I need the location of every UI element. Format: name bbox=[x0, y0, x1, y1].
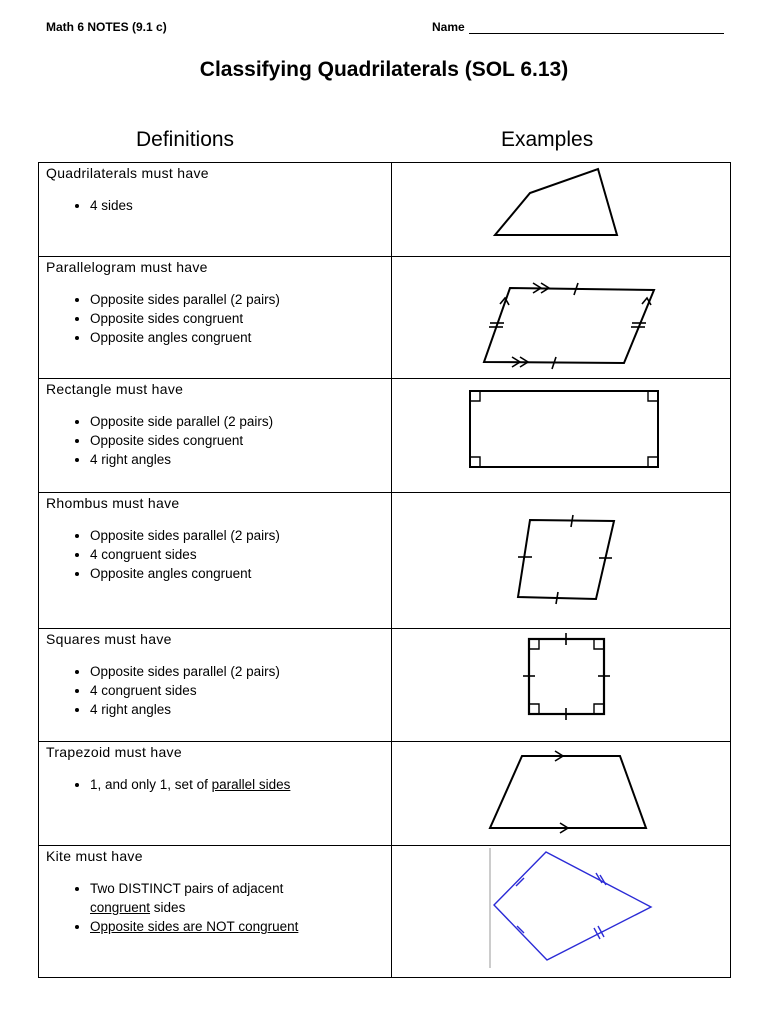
side-arrow-marks bbox=[500, 298, 651, 305]
list-item: • 4 congruent sides bbox=[90, 545, 391, 564]
definition-cell bbox=[39, 629, 392, 742]
definition-cell bbox=[39, 846, 392, 978]
example-cell bbox=[392, 846, 731, 978]
list-item: • Opposite angles congruent bbox=[90, 328, 391, 347]
example-cell bbox=[392, 493, 731, 629]
table-row bbox=[39, 846, 731, 978]
congruent-underlined: congruent bbox=[90, 900, 151, 915]
name-blank-line[interactable] bbox=[469, 22, 724, 34]
course-label: Math 6 NOTES (9.1 c) bbox=[46, 20, 167, 34]
right-angle-marks bbox=[470, 391, 658, 467]
table-row bbox=[39, 257, 731, 379]
classification-table bbox=[38, 162, 731, 978]
definition-cell bbox=[39, 742, 392, 846]
property-list bbox=[46, 662, 391, 719]
list-item: • Opposite sides parallel (2 pairs) bbox=[90, 290, 391, 309]
row-title: Quadrilaterals must have bbox=[46, 165, 209, 181]
parallelogram-shape bbox=[484, 288, 654, 363]
trapezoid-item-text: 1, and only 1, set of bbox=[90, 777, 212, 792]
examples-heading: Examples bbox=[501, 128, 594, 151]
quadrilateral-figure bbox=[392, 163, 738, 257]
row-title: Squares must have bbox=[46, 631, 172, 647]
example-cell bbox=[392, 742, 731, 846]
property-list bbox=[46, 526, 391, 583]
kite-shape bbox=[494, 852, 651, 960]
table-row bbox=[39, 742, 731, 846]
kite-figure bbox=[392, 846, 738, 978]
table-row bbox=[39, 493, 731, 629]
square-shape bbox=[529, 639, 604, 714]
definition-cell bbox=[39, 163, 392, 257]
property-list bbox=[46, 290, 391, 347]
list-item bbox=[90, 879, 391, 917]
list-item: • 4 congruent sides bbox=[90, 681, 391, 700]
example-cell bbox=[392, 379, 731, 493]
square-figure bbox=[392, 629, 738, 742]
list-item: • 4 right angles bbox=[90, 700, 391, 719]
list-item: • Opposite side parallel (2 pairs) bbox=[90, 412, 391, 431]
list-item: • 4 sides bbox=[90, 196, 391, 215]
rhombus-figure bbox=[392, 493, 738, 629]
definition-cell bbox=[39, 379, 392, 493]
row-title: Parallelogram must have bbox=[46, 259, 208, 275]
table-row bbox=[39, 379, 731, 493]
name-label: Name bbox=[432, 20, 465, 34]
row-title: Trapezoid must have bbox=[46, 744, 182, 760]
property-list bbox=[46, 196, 391, 215]
kite-drawing bbox=[494, 852, 651, 960]
row-title: Rectangle must have bbox=[46, 381, 184, 397]
parallel-sides-underlined: parallel sides bbox=[211, 777, 291, 792]
property-list bbox=[46, 412, 391, 469]
list-item: • 4 right angles bbox=[90, 450, 391, 469]
example-cell bbox=[392, 629, 731, 742]
list-item bbox=[90, 917, 391, 936]
definition-cell bbox=[39, 493, 392, 629]
trapezoid-shape bbox=[490, 756, 646, 828]
list-item: • Opposite sides parallel (2 pairs) bbox=[90, 662, 391, 681]
property-list bbox=[46, 775, 391, 794]
quadrilateral-shape bbox=[495, 169, 617, 235]
right-angle-marks bbox=[529, 639, 604, 714]
name-field[interactable] bbox=[432, 20, 724, 34]
row-title: Kite must have bbox=[46, 848, 143, 864]
property-list bbox=[46, 879, 391, 936]
example-cell bbox=[392, 257, 731, 379]
rectangle-shape bbox=[470, 391, 658, 467]
row-title: Rhombus must have bbox=[46, 495, 180, 511]
list-item bbox=[90, 775, 391, 794]
list-item: • Opposite sides congruent bbox=[90, 309, 391, 328]
list-item: • Opposite angles congruent bbox=[90, 564, 391, 583]
list-item: • Opposite sides congruent bbox=[90, 431, 391, 450]
rectangle-figure bbox=[392, 379, 738, 493]
opposite-sides-underlined: Opposite sides are NOT congruent bbox=[90, 919, 299, 934]
trapezoid-figure bbox=[392, 742, 738, 846]
congruent-tick-marks bbox=[489, 283, 646, 369]
list-item: • Opposite sides parallel (2 pairs) bbox=[90, 526, 391, 545]
parallel-arrow-marks bbox=[512, 283, 549, 367]
parallelogram-figure bbox=[392, 257, 738, 379]
table-row bbox=[39, 629, 731, 742]
table-row bbox=[39, 163, 731, 257]
rhombus-shape bbox=[518, 520, 614, 599]
example-cell bbox=[392, 163, 731, 257]
congruent-tick-marks bbox=[523, 633, 610, 720]
definition-cell bbox=[39, 257, 392, 379]
parallel-arrow-marks bbox=[555, 751, 568, 833]
page-title: Classifying Quadrilaterals (SOL 6.13) bbox=[199, 58, 569, 81]
kite-item-rest: sides bbox=[150, 900, 186, 915]
definitions-heading: Definitions bbox=[136, 128, 235, 151]
kite-item-line: Two DISTINCT pairs of adjacent bbox=[90, 881, 284, 896]
